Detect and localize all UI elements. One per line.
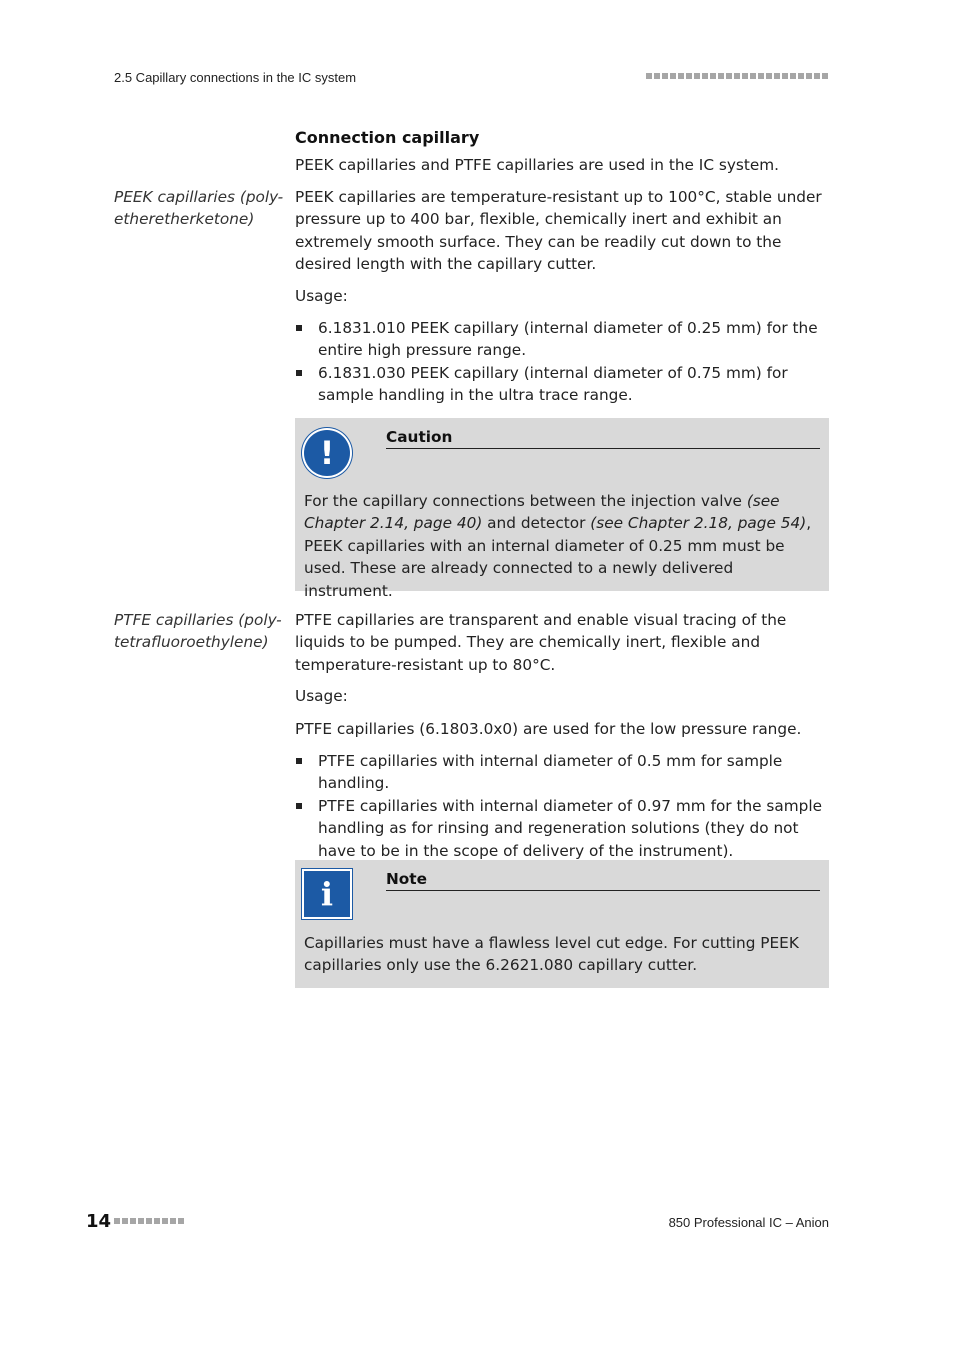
ptfe-description: PTFE capillaries are transparent and enable visual tracing of the liquids to be pumped. They are chemically inert, flexible and temperature-resistant up to 80°C. [295, 611, 787, 674]
note-text: Capillaries must have a flawless level cut edge. For cutting PEEK capillaries only use the 6.2621.080 capillary cutter. [304, 934, 799, 975]
ptfe-usage-text: PTFE capillaries (6.1803.0x0) are used for the low pressure range. [295, 720, 802, 738]
caution-text-part: , PEEK capillaries with an internal diameter of 0.25 mm must be used. These are already connected to a newly delivered instrument. [304, 514, 812, 600]
peek-usage-list [295, 317, 829, 407]
header-decoration [646, 73, 828, 79]
chapter-reference: (see Chapter 2.18, page 54) [590, 514, 807, 533]
running-header: 2.5 Capillary connections in the IC system [114, 70, 357, 85]
exclamation-icon: ! [304, 430, 350, 476]
footer-decoration [114, 1218, 184, 1224]
ptfe-side-label-line-1: PTFE capillaries (poly- [114, 611, 282, 629]
peek-usage-label: Usage: [295, 287, 348, 305]
intro-paragraph: PEEK capillaries and PTFE capillaries are used in the IC system. [295, 156, 780, 174]
caution-box [295, 418, 829, 600]
list-item: 6.1831.030 PEEK capillary (internal diameter of 0.75 mm) for sample handling in the ultra trace range. [295, 362, 829, 407]
page-number: 14 [86, 1211, 112, 1232]
peek-description: PEEK capillaries are temperature-resistant up to 100°C, stable under pressure up to 400 bar, flexible, chemically inert and exhibit an extremely smooth surface. They can be readily cut down to the desired length with the capillary cutter. [295, 188, 822, 274]
caution-text [304, 490, 815, 602]
chapter-reference: (see Chapter 2.14, page 40) [304, 492, 780, 533]
list-item: PTFE capillaries with internal diameter of 0.97 mm for the sample handling as for rinsing and regeneration solutions (they do not have to be in the scope of delivery of the instrument). [295, 795, 829, 862]
info-icon: i [304, 871, 350, 917]
ptfe-usage-list [295, 750, 829, 862]
peek-side-label-line-1: PEEK capillaries (poly- [114, 188, 284, 206]
note-box [295, 860, 829, 988]
section-heading: Connection capillary [295, 128, 480, 147]
ptfe-side-label-line-2: tetrafluoroethylene) [114, 633, 269, 652]
peek-side-label [114, 186, 284, 231]
caution-text-part: and detector [482, 514, 591, 533]
caution-title: Caution [386, 428, 820, 449]
ptfe-side-label [114, 609, 284, 654]
caution-text-part: For the capillary connections between the injection valve [304, 492, 747, 510]
list-item: PTFE capillaries with internal diameter of 0.5 mm for sample handling. [295, 750, 829, 795]
ptfe-usage-label: Usage: [295, 687, 348, 705]
list-item: 6.1831.010 PEEK capillary (internal diameter of 0.25 mm) for the entire high pressure range. [295, 317, 829, 362]
product-name: 850 Professional IC – Anion [668, 1215, 829, 1230]
note-title: Note [386, 870, 820, 891]
peek-side-label-line-2: etheretherketone) [114, 210, 255, 229]
